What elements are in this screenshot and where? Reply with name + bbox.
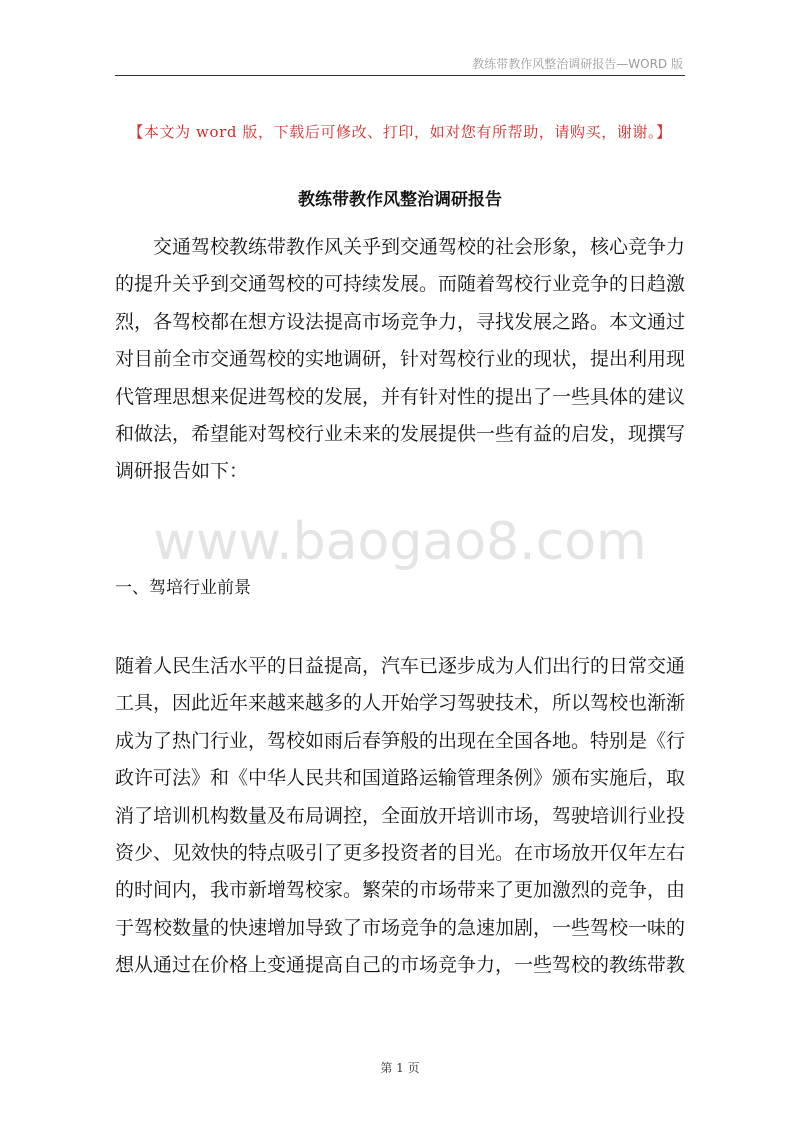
body-paragraph: 随着人民生活水平的日益提高，汽车已逐步成为人们出行的日常交通工具，因此近年来越来越多的人开始学习驾驶技术，所以驾校也渐渐成为了热门行业，驾校如雨后春笋般的出现在全国各地。特别是《行政许可法》和《中华人民共和国道路运输管理条例》颁布实施后，取消了培训机构数量及布局调控，全面放开培训市场，驾驶培训行业投资少、见效快的特点吸引了更多投资者的目光。在市场放开仅年左右的时间内，我市新增驾校家。繁荣的市场带来了更加激烈的竞争，由于驾校数量的快速增加导致了市场竞争的急速加剧，一些驾校一味的想从通过在价格上变通提高自己的市场竞争力，一些驾校的教练带教 — [115, 655, 686, 977]
document-title: 教练带教作风整治调研报告 — [298, 190, 502, 211]
header-divider — [115, 75, 685, 76]
purchase-notice: 【本文为 word 版，下载后可修改、打印，如对您有所帮助，请购买，谢谢。】 — [128, 123, 672, 141]
watermark-text: www.baogao8.com — [153, 512, 647, 572]
intro-paragraph: 交通驾校教练带教作风关乎到交通驾校的社会形象，核心竞争力的提升关乎到交通驾校的可持续发展。而随着驾校行业竞争的日趋激烈，各驾校都在想方设法提高市场竞争力，寻找发展之路。本文通过对目前全市交通驾校的实地调研，针对驾校行业的现状，提出利用现代管理思想来促进驾校的发展，并有针对性的提出了一些具体的建议和做法，希望能对驾校行业未来的发展提供一些有益的启发，现撰写调研报告如下： — [115, 236, 686, 483]
running-header: 教练带教作风整治调研报告—WORD 版 — [472, 57, 683, 71]
page-number: 第 1 页 — [380, 1061, 420, 1075]
section-heading: 一、驾培行业前景 — [115, 578, 251, 598]
